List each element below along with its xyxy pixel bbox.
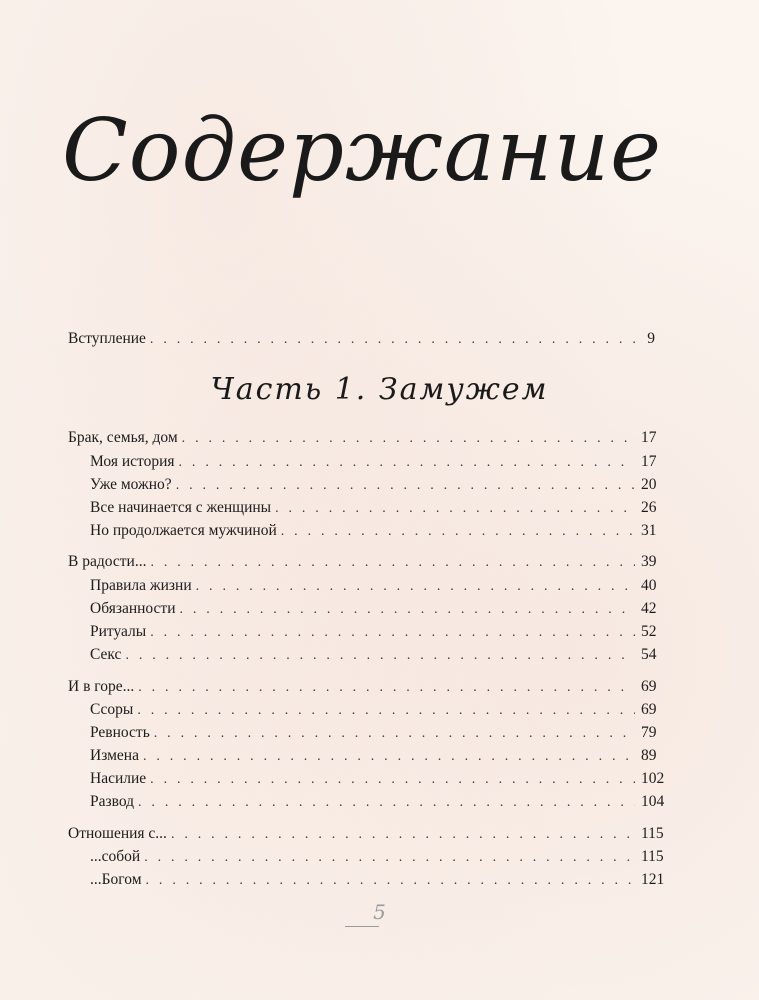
toc-entry-page: 39 <box>641 553 657 570</box>
toc-entry-label: Ревность <box>90 724 150 741</box>
toc-entry-subsection <box>90 870 665 890</box>
toc-entry-page: 79 <box>641 724 657 741</box>
toc-entry-subsection <box>90 700 655 720</box>
toc-entry-page: 40 <box>641 577 657 594</box>
toc-entry-label: Ссоры <box>90 701 134 718</box>
dot-leader <box>146 871 635 891</box>
toc-entry-page: 104 <box>641 793 665 810</box>
page-number-underline <box>345 926 379 927</box>
toc-entry-subsection <box>90 792 665 812</box>
toc-entry-subsection <box>90 576 655 596</box>
toc-entry-label: ...Богом <box>90 871 142 888</box>
toc-entry-label: Правила жизни <box>90 577 192 594</box>
toc-entry-label: ...собой <box>90 848 141 865</box>
toc-entry-subsection <box>90 847 664 867</box>
toc-entry-page: 52 <box>641 623 657 640</box>
toc-entry-subsection <box>90 746 655 766</box>
toc-entry-label: И в горе... <box>68 678 135 695</box>
page-number: 5 <box>373 900 386 924</box>
dot-leader <box>182 429 635 449</box>
dot-leader <box>176 476 635 496</box>
page-title: Содержание <box>62 101 662 201</box>
part-heading: Часть 1. Замужем <box>210 372 549 407</box>
dot-leader <box>150 623 635 643</box>
toc-entry-page: 9 <box>647 330 655 347</box>
dot-leader <box>150 770 635 790</box>
toc-entry-section <box>68 677 655 697</box>
toc-entry-subsection <box>90 498 655 518</box>
dot-leader <box>281 522 635 542</box>
toc-entry-subsection <box>90 622 655 642</box>
dot-leader <box>179 453 635 473</box>
toc-entry-label: Ритуалы <box>90 623 147 640</box>
dot-leader <box>144 848 635 868</box>
toc-entry-label: В радости... <box>68 553 147 570</box>
toc-entry-page: 20 <box>641 476 657 493</box>
toc-entry-section <box>68 428 655 448</box>
toc-entry-section <box>68 552 655 572</box>
dot-leader <box>171 825 635 845</box>
toc-entry-label: Насилие <box>90 770 147 787</box>
toc-entry-page: 26 <box>641 499 657 516</box>
dot-leader <box>150 330 635 350</box>
toc-entry-page: 115 <box>641 825 664 842</box>
dot-leader <box>143 747 635 767</box>
toc-entry-subsection <box>90 452 655 472</box>
dot-leader <box>275 499 635 519</box>
toc-entry-subsection <box>90 521 655 541</box>
toc-entry-label: Уже можно? <box>90 476 172 493</box>
dot-leader <box>154 724 635 744</box>
toc-entry-label: Секс <box>90 646 122 663</box>
toc-entry-page: 89 <box>641 747 657 764</box>
toc-entry-label: Развод <box>90 793 135 810</box>
toc-entry-label: Обязанности <box>90 600 176 617</box>
toc-entry-page: 54 <box>641 646 657 663</box>
dot-leader <box>137 701 635 721</box>
toc-entry-page: 31 <box>641 522 657 539</box>
toc-entry-subsection <box>90 769 665 789</box>
toc-entry-subsection <box>90 723 655 743</box>
toc-entry-page: 115 <box>641 848 664 865</box>
toc-entry-page: 69 <box>641 701 657 718</box>
dot-leader <box>125 646 635 666</box>
toc-entry-label: Но продолжается мужчиной <box>90 522 277 539</box>
dot-leader <box>138 793 635 813</box>
toc-entry-label: Моя история <box>90 453 175 470</box>
toc-entry-page: 69 <box>641 678 657 695</box>
toc-entry-intro <box>68 329 655 349</box>
dot-leader <box>150 553 635 573</box>
toc-entry-label: Отношения с... <box>68 825 167 842</box>
toc-entry-page: 17 <box>641 453 657 470</box>
toc-entry-page: 121 <box>641 871 665 888</box>
toc-entry-label: Вступление <box>68 330 146 347</box>
dot-leader <box>180 600 636 620</box>
toc-entry-page: 102 <box>641 770 665 787</box>
toc-entry-subsection <box>90 475 655 495</box>
toc-entry-section <box>68 824 664 844</box>
toc-entry-subsection <box>90 645 655 665</box>
toc-entry-label: Все начинается с женщины <box>90 499 272 516</box>
toc-entry-label: Брак, семья, дом <box>68 429 178 446</box>
toc-entry-subsection <box>90 599 655 619</box>
dot-leader <box>138 678 635 698</box>
toc-entry-page: 42 <box>641 600 657 617</box>
toc-entry-label: Измена <box>90 747 139 764</box>
dot-leader <box>196 577 635 597</box>
toc-entry-page: 17 <box>641 429 657 446</box>
